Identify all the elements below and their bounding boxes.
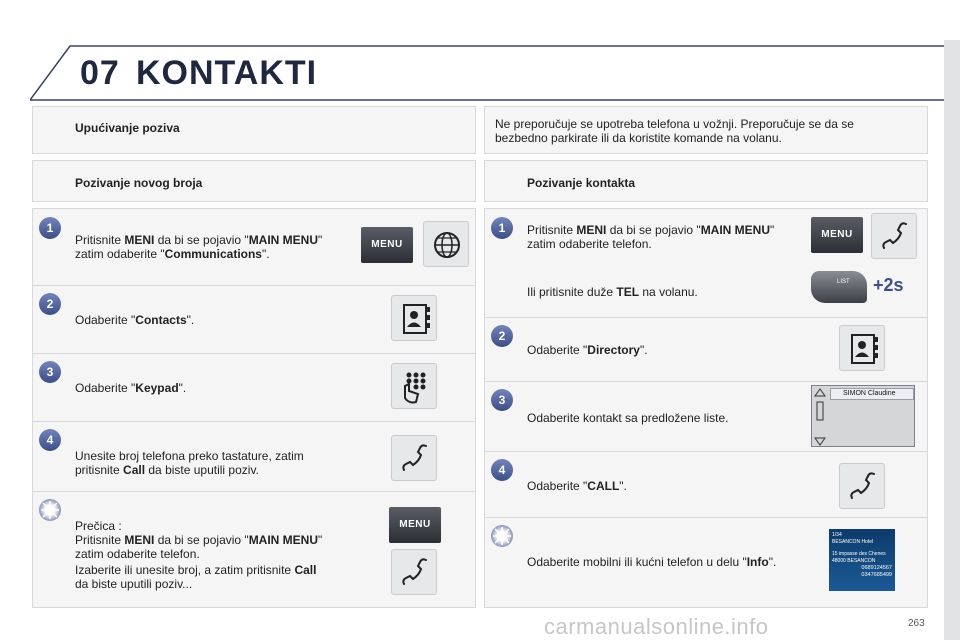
divider xyxy=(33,421,475,422)
subheading-new-number: Pozivanje novog broja xyxy=(75,176,203,190)
info-address-1: 15 impasse des Chenes xyxy=(832,551,886,557)
step-1-text: Pritisnite MENI da bi se pojavio "MAIN MENU" zatim odaberite "Communications". xyxy=(75,233,323,261)
page-number: 263 xyxy=(908,618,925,629)
watermark: carmanualsonline.info xyxy=(544,614,769,639)
step-2-badge: 2 xyxy=(39,293,61,315)
step-2-text: Odaberite "Contacts". xyxy=(75,313,195,327)
tip-text: Odaberite mobilni ili kućni telefon u delu "Info". xyxy=(527,555,777,569)
info-address-2: 48000 BESANCON xyxy=(832,558,876,564)
contact-info-screen xyxy=(829,529,895,591)
step-1-badge: 1 xyxy=(39,217,61,239)
divider xyxy=(485,381,927,382)
scrollbar-icon xyxy=(814,388,826,446)
divider xyxy=(33,491,475,492)
warning-panel xyxy=(484,106,928,154)
step-3-text: Odaberite kontakt sa predložene liste. xyxy=(527,411,729,425)
tip-icon xyxy=(491,525,513,547)
step-1-alt-text: Ili pritisnite duže TEL na volanu. xyxy=(527,285,698,299)
phone-handset-icon xyxy=(871,213,917,259)
directory-book-icon xyxy=(839,325,885,371)
divider xyxy=(485,517,927,518)
step-2-badge: 2 xyxy=(491,325,513,347)
tip-icon xyxy=(39,499,61,521)
steps-panel-right xyxy=(484,208,928,608)
menu-button-image: MENU xyxy=(361,227,413,263)
phone-handset-icon xyxy=(839,463,885,509)
chapter-title: KONTAKTI xyxy=(136,54,318,92)
long-press-indicator: +2s xyxy=(873,275,904,295)
divider xyxy=(485,317,927,318)
subheading-panel-left xyxy=(32,160,476,202)
step-3-badge: 3 xyxy=(39,361,61,383)
subheading-panel-right xyxy=(484,160,928,202)
step-4-text: Unesite broj telefona preko tastature, zatim pritisnite Call da biste uputili poziv. xyxy=(75,449,304,477)
step-1-badge: 1 xyxy=(491,217,513,239)
contacts-book-icon xyxy=(391,295,437,341)
globe-icon xyxy=(423,221,469,267)
phone-handset-icon xyxy=(391,435,437,481)
section-title-panel xyxy=(32,106,476,154)
step-4-text: Odaberite "CALL". xyxy=(527,479,627,493)
info-index: 1/34 xyxy=(832,532,842,538)
divider xyxy=(33,353,475,354)
warning-text: Ne preporučuje se upotreba telefona u vožnji. Preporučuje se da se bezbedno parkirate ili da koristite komande na volanu. xyxy=(495,117,854,145)
contact-list-screen xyxy=(811,385,915,447)
steering-wheel-tel-button: LIST xyxy=(811,271,867,303)
subheading-call-contact: Pozivanje kontakta xyxy=(527,176,636,190)
step-1-text: Pritisnite MENI da bi se pojavio "MAIN MENU" zatim odaberite telefon. xyxy=(527,223,775,251)
section-heading: Upućivanje poziva xyxy=(75,121,180,135)
step-3-badge: 3 xyxy=(491,389,513,411)
menu-button-image: MENU xyxy=(811,217,863,253)
info-home: 0347685499 xyxy=(861,572,892,578)
divider xyxy=(33,285,475,286)
steps-panel-left xyxy=(32,208,476,608)
divider xyxy=(485,451,927,452)
info-mobile: 0689124567 xyxy=(861,565,892,571)
step-4-badge: 4 xyxy=(491,459,513,481)
side-tab-strip xyxy=(944,40,960,640)
shortcut-text: Prečica : Pritisnite MENI da bi se pojavio "MAIN MENU" zatim odaberite telefon. xyxy=(75,519,323,561)
chapter-number: 07 xyxy=(80,54,120,92)
info-name: BESANCON Hotel xyxy=(832,539,874,545)
phone-handset-icon xyxy=(391,549,437,595)
shortcut-text-2: Izaberite ili unesite broj, a zatim pritisnite Call da biste uputili poziv... xyxy=(75,563,317,591)
step-2-text: Odaberite "Directory". xyxy=(527,343,648,357)
step-3-text: Odaberite "Keypad". xyxy=(75,381,187,395)
contact-list-entry: SIMON Claudine xyxy=(830,388,914,400)
menu-button-image: MENU xyxy=(389,507,441,543)
keypad-icon xyxy=(391,363,437,409)
step-4-badge: 4 xyxy=(39,429,61,451)
